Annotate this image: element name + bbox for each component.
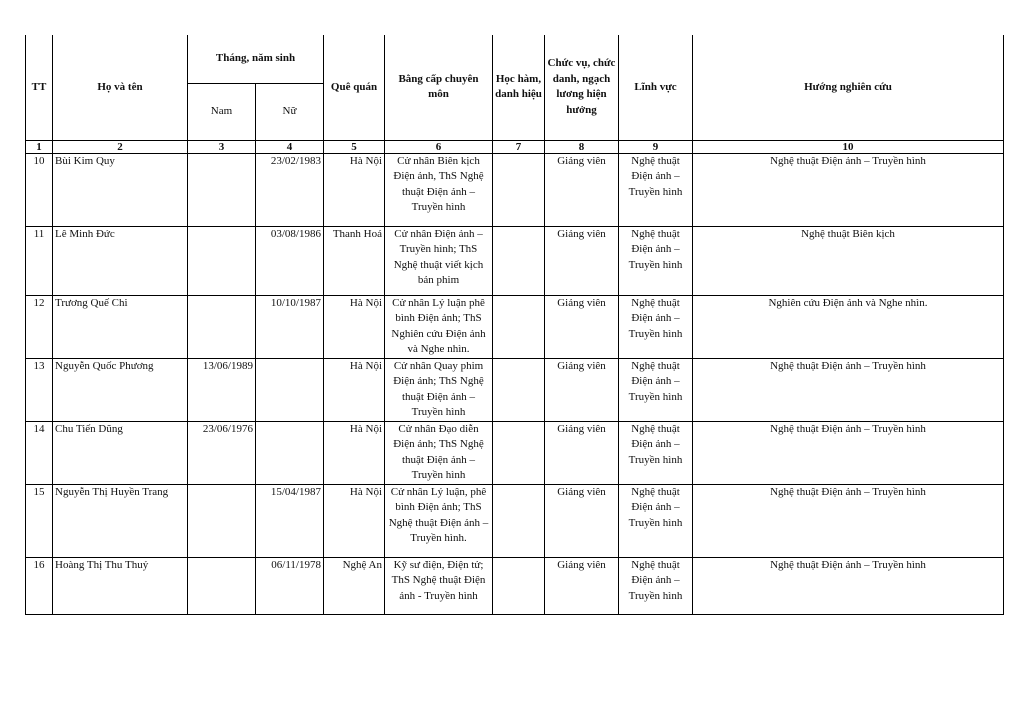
cell-linh-vuc: Nghệ thuật Điện ảnh – Truyền hình — [619, 226, 693, 295]
col-number: 7 — [493, 140, 545, 153]
cell-hoc-ham — [493, 358, 545, 421]
cell-que-quan: Hà Nội — [324, 295, 385, 358]
cell-tt: 15 — [26, 484, 53, 557]
cell-huong-nghien-cuu: Nghiên cứu Điện ảnh và Nghe nhìn. — [693, 295, 1004, 358]
col-number: 8 — [545, 140, 619, 153]
header-chuc-vu: Chức vụ, chức danh, ngạch lương hiện hưởng — [545, 35, 619, 140]
cell-nu: 03/08/1986 — [256, 226, 324, 295]
header-huong-nghien-cuu: Hướng nghiên cứu — [693, 35, 1004, 140]
cell-linh-vuc: Nghệ thuật Điện ảnh – Truyền hình — [619, 484, 693, 557]
table-row — [26, 358, 1004, 421]
cell-tt: 14 — [26, 421, 53, 484]
cell-chuc-vu: Giảng viên — [545, 421, 619, 484]
cell-chuc-vu: Giảng viên — [545, 153, 619, 226]
cell-name: Nguyễn Thị Huyền Trang — [53, 484, 188, 557]
header-linh-vuc: Lĩnh vực — [619, 35, 693, 140]
cell-nu: 23/02/1983 — [256, 153, 324, 226]
cell-huong-nghien-cuu: Nghệ thuật Điện ảnh – Truyền hình — [693, 358, 1004, 421]
cell-nam — [188, 484, 256, 557]
cell-name: Hoàng Thị Thu Thuỷ — [53, 557, 188, 614]
col-number: 9 — [619, 140, 693, 153]
table-row — [26, 153, 1004, 226]
cell-hoc-ham — [493, 153, 545, 226]
cell-linh-vuc: Nghệ thuật Điện ảnh – Truyền hình — [619, 153, 693, 226]
cell-nu: 10/10/1987 — [256, 295, 324, 358]
cell-bang-cap: Cử nhân Điện ảnh – Truyền hình; ThS Nghệ thuật viết kịch bản phim — [385, 226, 493, 295]
col-number: 6 — [385, 140, 493, 153]
cell-nu — [256, 358, 324, 421]
cell-bang-cap: Cử nhân Quay phim Điện ảnh; ThS Nghệ thuật Điện ảnh – Truyền hình — [385, 358, 493, 421]
cell-chuc-vu: Giảng viên — [545, 226, 619, 295]
col-number: 10 — [693, 140, 1004, 153]
cell-que-quan: Hà Nội — [324, 358, 385, 421]
cell-linh-vuc: Nghệ thuật Điện ảnh – Truyền hình — [619, 358, 693, 421]
cell-nam: 23/06/1976 — [188, 421, 256, 484]
cell-chuc-vu: Giảng viên — [545, 295, 619, 358]
cell-nam — [188, 153, 256, 226]
cell-bang-cap: Cử nhân Biên kịch Điện ảnh, ThS Nghệ thuật Điện ảnh – Truyền hình — [385, 153, 493, 226]
col-number: 3 — [188, 140, 256, 153]
cell-name: Lê Minh Đức — [53, 226, 188, 295]
cell-nu: 15/04/1987 — [256, 484, 324, 557]
cell-linh-vuc: Nghệ thuật Điện ảnh – Truyền hình — [619, 295, 693, 358]
header-ho-ten: Họ và tên — [53, 35, 188, 140]
cell-name: Bùi Kim Quy — [53, 153, 188, 226]
cell-huong-nghien-cuu: Nghệ thuật Điện ảnh – Truyền hình — [693, 153, 1004, 226]
table-row — [26, 484, 1004, 557]
cell-bang-cap: Kỹ sư điện, Điện tử; ThS Nghệ thuật Điện ảnh - Truyền hình — [385, 557, 493, 614]
header-nu: Nữ — [256, 83, 324, 140]
header-thang-nam-sinh: Tháng, năm sinh — [188, 35, 324, 83]
staff-table — [25, 35, 1004, 615]
cell-hoc-ham — [493, 295, 545, 358]
col-number: 1 — [26, 140, 53, 153]
cell-tt: 11 — [26, 226, 53, 295]
header-que-quan: Quê quán — [324, 35, 385, 140]
cell-bang-cap: Cử nhân Lý luận phê bình Điện ảnh; ThS Nghiên cứu Điện ảnh và Nghe nhìn. — [385, 295, 493, 358]
cell-huong-nghien-cuu: Nghệ thuật Điện ảnh – Truyền hình — [693, 557, 1004, 614]
header-tt: TT — [26, 35, 53, 140]
cell-nam — [188, 557, 256, 614]
table-row — [26, 226, 1004, 295]
cell-que-quan: Nghệ An — [324, 557, 385, 614]
cell-nam — [188, 295, 256, 358]
cell-hoc-ham — [493, 226, 545, 295]
cell-hoc-ham — [493, 421, 545, 484]
col-number: 5 — [324, 140, 385, 153]
cell-tt: 13 — [26, 358, 53, 421]
cell-linh-vuc: Nghệ thuật Điện ảnh – Truyền hình — [619, 557, 693, 614]
col-number: 2 — [53, 140, 188, 153]
cell-linh-vuc: Nghệ thuật Điện ảnh – Truyền hình — [619, 421, 693, 484]
cell-name: Nguyễn Quốc Phương — [53, 358, 188, 421]
header-bang-cap: Bằng cấp chuyên môn — [385, 35, 493, 140]
header-nam: Nam — [188, 83, 256, 140]
cell-tt: 16 — [26, 557, 53, 614]
cell-que-quan: Hà Nội — [324, 421, 385, 484]
cell-chuc-vu: Giảng viên — [545, 358, 619, 421]
cell-nu — [256, 421, 324, 484]
cell-tt: 12 — [26, 295, 53, 358]
cell-tt: 10 — [26, 153, 53, 226]
cell-huong-nghien-cuu: Nghệ thuật Biên kịch — [693, 226, 1004, 295]
cell-nu: 06/11/1978 — [256, 557, 324, 614]
table-row — [26, 421, 1004, 484]
header-hoc-ham: Học hàm, danh hiệu — [493, 35, 545, 140]
cell-que-quan: Hà Nội — [324, 484, 385, 557]
cell-bang-cap: Cử nhân Lý luận, phê bình Điện ảnh; ThS Nghệ thuật Điện ảnh – Truyền hình. — [385, 484, 493, 557]
table-row — [26, 295, 1004, 358]
cell-chuc-vu: Giảng viên — [545, 557, 619, 614]
cell-name: Chu Tiến Dũng — [53, 421, 188, 484]
cell-bang-cap: Cử nhân Đạo diễn Điện ảnh; ThS Nghệ thuật Điện ảnh – Truyền hình — [385, 421, 493, 484]
cell-que-quan: Hà Nội — [324, 153, 385, 226]
cell-chuc-vu: Giảng viên — [545, 484, 619, 557]
cell-nam: 13/06/1989 — [188, 358, 256, 421]
cell-huong-nghien-cuu: Nghệ thuật Điện ảnh – Truyền hình — [693, 484, 1004, 557]
staff-table-page — [25, 35, 1003, 615]
table-row — [26, 557, 1004, 614]
cell-que-quan: Thanh Hoá — [324, 226, 385, 295]
cell-name: Trương Quế Chi — [53, 295, 188, 358]
cell-hoc-ham — [493, 484, 545, 557]
cell-hoc-ham — [493, 557, 545, 614]
col-number: 4 — [256, 140, 324, 153]
cell-nam — [188, 226, 256, 295]
cell-huong-nghien-cuu: Nghệ thuật Điện ảnh – Truyền hình — [693, 421, 1004, 484]
